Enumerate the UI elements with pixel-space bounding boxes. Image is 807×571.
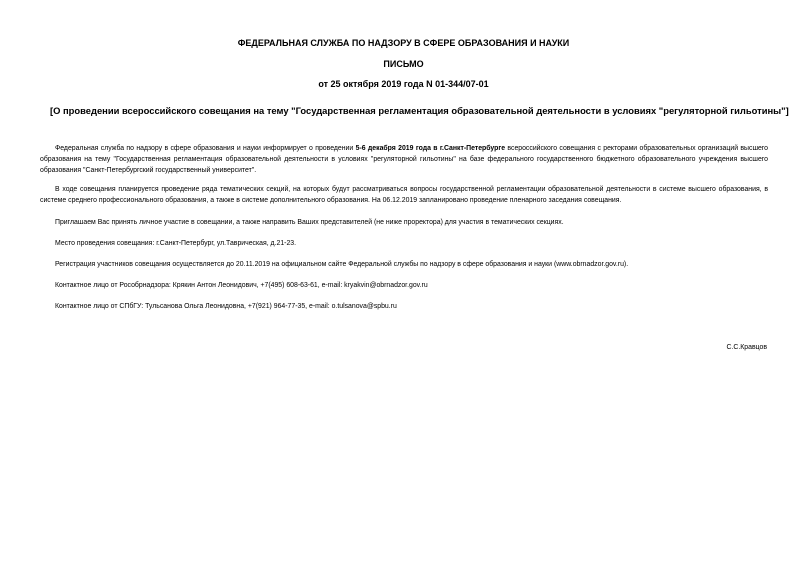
paragraph-announcement (40, 143, 768, 176)
document-date-number: от 25 октября 2019 года N 01-344/07-01 (318, 79, 489, 89)
agency-title: ФЕДЕРАЛЬНАЯ СЛУЖБА ПО НАДЗОРУ В СФЕРЕ ОБРАЗОВАНИЯ И НАУКИ (237, 38, 570, 48)
event-date-place: 5-6 декабря 2019 года в г.Санкт-Петербурге (355, 145, 506, 152)
signature: С.С.Кравцов (726, 344, 767, 351)
paragraph-announcement-rest: всероссийского совещания с ректорами образовательных организаций высшего образования на тему "Государственная регламентация образовательной деятельности в условиях "регуляторной гильотины" на базе федерального государственного бюджетного образовательного учреждения высшего образования "Санкт-Петербургский государственный университет". (40, 145, 768, 174)
paragraph-sections: В ходе совещания планируется проведение ряда тематических секций, на которых будут рассматриваться вопросы государственной регламентации образовательной деятельности в системе высшего образования, в системе среднего профессионального образования, а также в системе дополнительного образования. На 06.12.2019 запланировано проведение пленарного заседания совещания. (40, 186, 768, 204)
document-type: ПИСЬМО (383, 59, 424, 69)
document-subject: [О проведении всероссийского совещания на тему "Государственная регламентация образовательной деятельности в условиях "регуляторной гильотины"] (50, 105, 789, 116)
paragraph-contact-spbu: Контактное лицо от СПбГУ: Тульсанова Ольга Леонидовна, +7(921) 964-77-35, e-mail: o.tulsanova@spbu.ru (55, 303, 397, 310)
paragraph-announcement-intro: Федеральная служба по надзору в сфере образования и науки информирует о проведении (55, 145, 356, 152)
paragraph-invitation: Приглашаем Вас принять личное участие в совещании, а также направить Ваших представителей (не ниже проректора) для участия в тематических секциях. (55, 219, 564, 226)
paragraph-venue: Место проведения совещания: г.Санкт-Петербург, ул.Таврическая, д.21-23. (55, 240, 297, 247)
paragraph-registration: Регистрация участников совещания осуществляется до 20.11.2019 на официальном сайте Федеральной службы по надзору в сфере образования и науки (www.obrnadzor.gov.ru). (55, 261, 629, 268)
paragraph-contact-obrnadzor: Контактное лицо от Рособрнадзора: Крякин Антон Леонидович, +7(495) 608-63-61, e-mail: kryakvin@obrnadzor.gov.ru (55, 282, 428, 289)
